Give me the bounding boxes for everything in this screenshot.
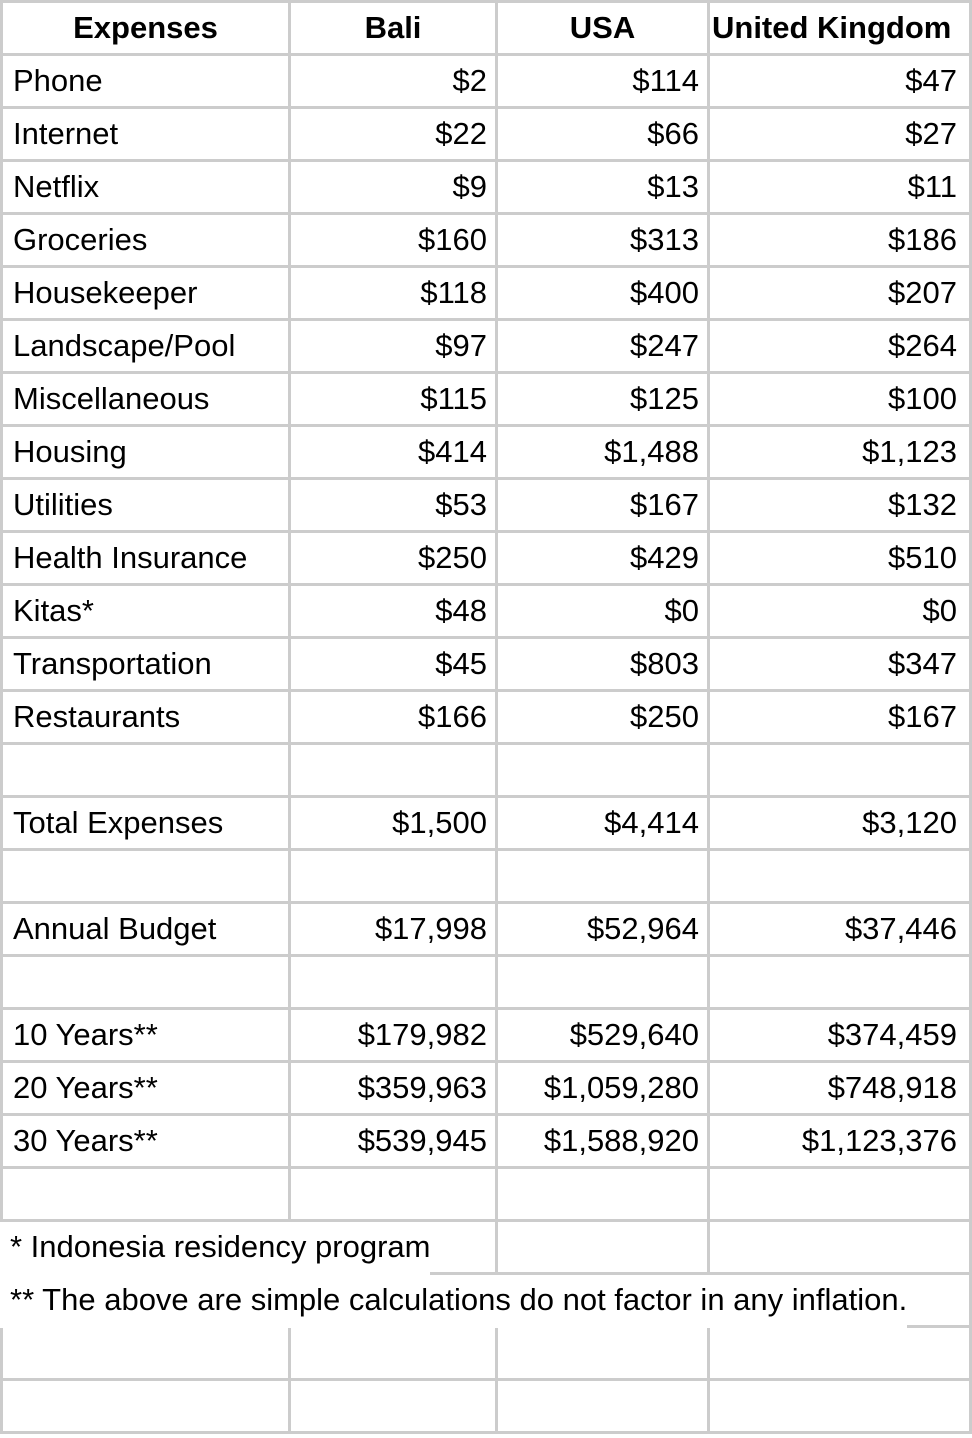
table-row: [0, 321, 972, 374]
table-row: [0, 215, 972, 268]
cell[interactable]: $47: [710, 56, 972, 109]
cell[interactable]: Kitas*: [0, 586, 291, 639]
cell[interactable]: $100: [710, 374, 972, 427]
cell[interactable]: $359,963: [291, 1063, 498, 1116]
cell[interactable]: $247: [498, 321, 710, 374]
cell[interactable]: $803: [498, 639, 710, 692]
cell[interactable]: Total Expenses: [0, 798, 291, 851]
cell[interactable]: $207: [710, 268, 972, 321]
note-row: [0, 1275, 972, 1328]
table-row: [0, 851, 972, 904]
cell[interactable]: $118: [291, 268, 498, 321]
cell[interactable]: $37,446: [710, 904, 972, 957]
cell[interactable]: $4,414: [498, 798, 710, 851]
cell[interactable]: [498, 1222, 710, 1275]
cell[interactable]: $748,918: [710, 1063, 972, 1116]
table-row: [0, 374, 972, 427]
cell[interactable]: [291, 1328, 498, 1381]
cell[interactable]: $374,459: [710, 1010, 972, 1063]
table-row: [0, 1116, 972, 1169]
cell[interactable]: [710, 851, 972, 904]
cell[interactable]: $250: [498, 692, 710, 745]
cell[interactable]: [498, 1381, 710, 1434]
footnote: * Indonesia residency program: [0, 1222, 430, 1275]
cell[interactable]: USA: [498, 0, 710, 56]
header-row: [0, 0, 972, 53]
table-row: [0, 1169, 972, 1222]
cell[interactable]: 30 Years**: [0, 1116, 291, 1169]
cell[interactable]: $429: [498, 533, 710, 586]
cell[interactable]: [710, 1222, 972, 1275]
cell[interactable]: $0: [498, 586, 710, 639]
table-row: [0, 533, 972, 586]
cell[interactable]: $539,945: [291, 1116, 498, 1169]
cell[interactable]: $186: [710, 215, 972, 268]
cell[interactable]: Miscellaneous: [0, 374, 291, 427]
cell[interactable]: $167: [710, 692, 972, 745]
cell[interactable]: $510: [710, 533, 972, 586]
cell[interactable]: [498, 957, 710, 1010]
cell[interactable]: $27: [710, 109, 972, 162]
table-row: [0, 162, 972, 215]
cell[interactable]: $1,500: [291, 798, 498, 851]
cell[interactable]: $166: [291, 692, 498, 745]
table-row: [0, 639, 972, 692]
cell[interactable]: [291, 745, 498, 798]
cell[interactable]: [0, 851, 291, 904]
cell[interactable]: $11: [710, 162, 972, 215]
cell[interactable]: $9: [291, 162, 498, 215]
cell[interactable]: $264: [710, 321, 972, 374]
cell[interactable]: $1,123: [710, 427, 972, 480]
cell[interactable]: [0, 745, 291, 798]
table-row: [0, 1063, 972, 1116]
cell[interactable]: [498, 1169, 710, 1222]
cell[interactable]: $160: [291, 215, 498, 268]
cell[interactable]: [291, 1169, 498, 1222]
empty-row: [0, 1381, 972, 1434]
cell[interactable]: Groceries: [0, 215, 291, 268]
cell[interactable]: $45: [291, 639, 498, 692]
cell[interactable]: Housing: [0, 427, 291, 480]
cell[interactable]: 10 Years**: [0, 1010, 291, 1063]
cell[interactable]: $414: [291, 427, 498, 480]
cell[interactable]: $529,640: [498, 1010, 710, 1063]
cell[interactable]: $1,488: [498, 427, 710, 480]
cell[interactable]: Expenses: [0, 0, 291, 56]
cell[interactable]: 20 Years**: [0, 1063, 291, 1116]
cell[interactable]: $347: [710, 639, 972, 692]
cell[interactable]: $115: [291, 374, 498, 427]
cell[interactable]: $53: [291, 480, 498, 533]
cell[interactable]: Annual Budget: [0, 904, 291, 957]
cell[interactable]: [0, 1169, 291, 1222]
cell[interactable]: $1,588,920: [498, 1116, 710, 1169]
cell[interactable]: [498, 1328, 710, 1381]
cell[interactable]: $13: [498, 162, 710, 215]
cell[interactable]: Utilities: [0, 480, 291, 533]
cell[interactable]: [710, 745, 972, 798]
table-row: [0, 745, 972, 798]
table-row: [0, 586, 972, 639]
cell[interactable]: Phone: [0, 56, 291, 109]
cell[interactable]: [710, 1328, 972, 1381]
cell[interactable]: $132: [710, 480, 972, 533]
table-row: [0, 904, 972, 957]
cell[interactable]: Restaurants: [0, 692, 291, 745]
cell[interactable]: $250: [291, 533, 498, 586]
cell[interactable]: $52,964: [498, 904, 710, 957]
cell[interactable]: $179,982: [291, 1010, 498, 1063]
cell[interactable]: Bali: [291, 0, 498, 56]
cell[interactable]: $2: [291, 56, 498, 109]
cell[interactable]: $1,059,280: [498, 1063, 710, 1116]
table-row: [0, 109, 972, 162]
cell[interactable]: $400: [498, 268, 710, 321]
table-row: [0, 56, 972, 109]
cell[interactable]: Landscape/Pool: [0, 321, 291, 374]
cell[interactable]: Transportation: [0, 639, 291, 692]
cell[interactable]: $66: [498, 109, 710, 162]
cell[interactable]: [498, 851, 710, 904]
cell[interactable]: $22: [291, 109, 498, 162]
cell[interactable]: [498, 745, 710, 798]
table-row: [0, 798, 972, 851]
cell[interactable]: [291, 851, 498, 904]
cell[interactable]: Housekeeper: [0, 268, 291, 321]
cell[interactable]: $1,123,376: [710, 1116, 972, 1169]
cell[interactable]: $114: [498, 56, 710, 109]
table-row: [0, 692, 972, 745]
cell[interactable]: Netflix: [0, 162, 291, 215]
cell[interactable]: $97: [291, 321, 498, 374]
note-row: [0, 1222, 972, 1275]
empty-row: [0, 1328, 972, 1381]
table-row: [0, 1010, 972, 1063]
table-row: [0, 957, 972, 1010]
footnote: ** The above are simple calculations do not factor in any inflation.: [0, 1275, 907, 1328]
table-row: [0, 427, 972, 480]
cell[interactable]: $167: [498, 480, 710, 533]
cell[interactable]: $125: [498, 374, 710, 427]
cell[interactable]: Health Insurance: [0, 533, 291, 586]
cell[interactable]: United Kingdom: [710, 0, 972, 56]
cell[interactable]: [0, 957, 291, 1010]
cell[interactable]: [0, 1328, 291, 1381]
cell[interactable]: [291, 1381, 498, 1434]
cell[interactable]: $48: [291, 586, 498, 639]
cell[interactable]: [0, 1381, 291, 1434]
cell[interactable]: $17,998: [291, 904, 498, 957]
table-row: [0, 268, 972, 321]
cell[interactable]: [710, 1381, 972, 1434]
table-row: [0, 480, 972, 533]
cell[interactable]: $313: [498, 215, 710, 268]
cell[interactable]: [710, 1169, 972, 1222]
cell[interactable]: [710, 957, 972, 1010]
cell[interactable]: $0: [710, 586, 972, 639]
cell[interactable]: $3,120: [710, 798, 972, 851]
cell[interactable]: Internet: [0, 109, 291, 162]
cell[interactable]: [291, 957, 498, 1010]
